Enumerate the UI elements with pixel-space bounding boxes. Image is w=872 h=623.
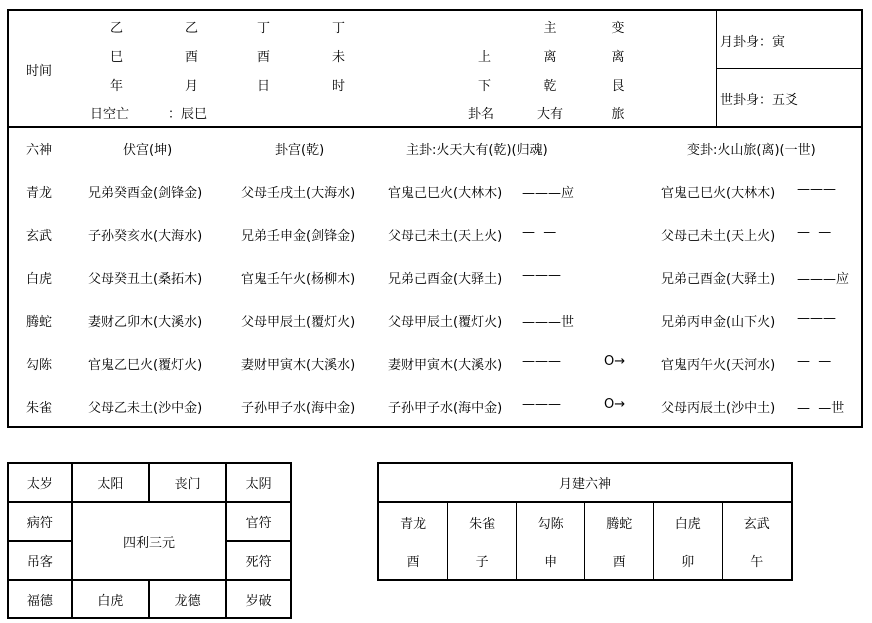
change-gua-lower: 艮 bbox=[611, 79, 625, 94]
row-liushen: 青龙 bbox=[26, 186, 53, 201]
pillar-char: 乙 bbox=[110, 21, 124, 36]
row-guagong: 妻财甲寅木(大溪水) bbox=[241, 358, 356, 373]
row-change-yao: 父母己未土(天上火) bbox=[661, 229, 776, 244]
month-gods-table bbox=[377, 462, 793, 581]
gua-label-name: 卦名 bbox=[468, 107, 495, 122]
row-fugong: 父母乙未土(沙中金) bbox=[88, 401, 203, 416]
row-move-mark: O→ bbox=[604, 397, 626, 412]
god-cell: 岁破 bbox=[226, 580, 291, 618]
row-guagong: 父母甲辰土(覆灯火) bbox=[241, 315, 356, 330]
row-liushen: 朱雀 bbox=[26, 401, 53, 416]
main-gua-lower: 乾 bbox=[543, 79, 557, 94]
month-zhi-cell: 酉 bbox=[585, 541, 654, 580]
row-change-line: — —世 bbox=[797, 401, 845, 416]
row-main-line: ———应 bbox=[522, 186, 575, 201]
pillar-char: 丁 bbox=[332, 21, 346, 36]
god-cell: 太岁 bbox=[8, 463, 72, 502]
row-fugong: 官鬼乙巳火(覆灯火) bbox=[88, 358, 203, 373]
month-shen-cell: 腾蛇 bbox=[585, 502, 654, 541]
month-zhi-cell: 酉 bbox=[378, 541, 448, 580]
main-gua-name: 大有 bbox=[536, 107, 563, 122]
row-change-line: — — bbox=[797, 354, 832, 369]
row-change-line: — — bbox=[797, 225, 832, 240]
row-fugong: 妻财乙卯木(大溪水) bbox=[88, 315, 203, 330]
main-gua-head: 主 bbox=[543, 21, 557, 36]
row-liushen: 勾陈 bbox=[26, 358, 53, 373]
month-shen-cell: 白虎 bbox=[654, 502, 723, 541]
row-main-line: ——— bbox=[522, 354, 561, 369]
col-main: 主卦:火天大有(乾)(归魂) bbox=[406, 143, 548, 158]
pillar-char: 酉 bbox=[257, 50, 271, 65]
pillar-char: 年 bbox=[110, 79, 124, 94]
row-fugong: 兄弟癸酉金(剑锋金) bbox=[88, 186, 203, 201]
row-change-yao: 兄弟己酉金(大驿土) bbox=[661, 272, 776, 287]
row-main-line: ——— bbox=[522, 268, 561, 283]
row-change-yao: 官鬼丙午火(天河水) bbox=[661, 358, 776, 373]
col-fugong: 伏宫(坤) bbox=[123, 143, 173, 158]
month-shen-cell: 玄武 bbox=[722, 502, 792, 541]
row-main-yao: 子孙甲子水(海中金) bbox=[388, 401, 503, 416]
row-guagong: 子孙甲子水(海中金) bbox=[241, 401, 356, 416]
month-body: 月卦身：寅 bbox=[720, 35, 786, 50]
row-guagong: 父母壬戌土(大海水) bbox=[241, 186, 356, 201]
row-main-line: — — bbox=[522, 225, 557, 240]
col-change: 变卦:火山旅(离)(一世) bbox=[687, 143, 816, 158]
world-body: 世卦身：五爻 bbox=[720, 93, 799, 108]
pillar-char: 月 bbox=[185, 79, 199, 94]
row-main-yao: 官鬼己巳火(大林木) bbox=[388, 186, 503, 201]
main-gua-upper: 离 bbox=[543, 50, 557, 65]
row-main-line: ———世 bbox=[522, 315, 575, 330]
body-box-hdivider bbox=[716, 68, 862, 69]
change-gua-head: 变 bbox=[611, 21, 625, 36]
row-change-yao: 官鬼己巳火(大林木) bbox=[661, 186, 776, 201]
header-divider bbox=[7, 126, 863, 128]
pillar-char: 日 bbox=[257, 79, 271, 94]
month-zhi-cell: 卯 bbox=[654, 541, 723, 580]
month-zhi-cell: 午 bbox=[722, 541, 792, 580]
col-liushen: 六神 bbox=[26, 143, 53, 158]
god-cell: 病符 bbox=[8, 502, 72, 541]
month-shen-cell: 勾陈 bbox=[516, 502, 585, 541]
row-liushen: 白虎 bbox=[26, 272, 53, 287]
pillar-char: 未 bbox=[332, 50, 346, 65]
row-guagong: 官鬼壬午火(杨柳木) bbox=[241, 272, 356, 287]
change-gua-name: 旅 bbox=[611, 107, 625, 122]
god-cell: 龙德 bbox=[149, 580, 226, 618]
god-cell: 白虎 bbox=[72, 580, 149, 618]
god-cell: 死符 bbox=[226, 541, 291, 580]
row-main-line: ——— bbox=[522, 397, 561, 412]
god-center: 四利三元 bbox=[72, 502, 227, 580]
kong-value: ：辰巳 bbox=[168, 107, 208, 122]
gua-label-xia: 下 bbox=[478, 79, 492, 94]
row-change-yao: 兄弟丙申金(山下火) bbox=[661, 315, 776, 330]
pillar-char: 时 bbox=[332, 79, 346, 94]
pillar-char: 乙 bbox=[185, 21, 199, 36]
month-zhi-cell: 子 bbox=[448, 541, 517, 580]
row-main-yao: 父母己未土(天上火) bbox=[388, 229, 503, 244]
row-move-mark: O→ bbox=[604, 354, 626, 369]
god-cell: 福德 bbox=[8, 580, 72, 618]
row-liushen: 玄武 bbox=[26, 229, 53, 244]
month-gods-title: 月建六神 bbox=[378, 463, 792, 502]
kong-label: 日空亡 bbox=[90, 107, 130, 122]
god-cell: 丧门 bbox=[149, 463, 226, 502]
month-shen-cell: 朱雀 bbox=[448, 502, 517, 541]
god-cell: 官符 bbox=[226, 502, 291, 541]
row-main-yao: 妻财甲寅木(大溪水) bbox=[388, 358, 503, 373]
col-guagong: 卦宫(乾) bbox=[275, 143, 325, 158]
gua-label-shang: 上 bbox=[478, 50, 492, 65]
pillar-char: 巳 bbox=[110, 50, 124, 65]
god-cell: 吊客 bbox=[8, 541, 72, 580]
gods-table bbox=[7, 462, 292, 619]
row-fugong: 父母癸丑土(桑拓木) bbox=[88, 272, 203, 287]
row-change-line: ———应 bbox=[797, 272, 850, 287]
month-zhi-cell: 申 bbox=[516, 541, 585, 580]
row-liushen: 腾蛇 bbox=[26, 315, 53, 330]
god-cell: 太阴 bbox=[226, 463, 291, 502]
row-main-yao: 兄弟己酉金(大驿土) bbox=[388, 272, 503, 287]
pillar-char: 酉 bbox=[185, 50, 199, 65]
row-fugong: 子孙癸亥水(大海水) bbox=[88, 229, 203, 244]
row-change-line: ——— bbox=[797, 311, 836, 326]
month-shen-cell: 青龙 bbox=[378, 502, 448, 541]
row-guagong: 兄弟壬申金(剑锋金) bbox=[241, 229, 356, 244]
row-main-yao: 父母甲辰土(覆灯火) bbox=[388, 315, 503, 330]
pillar-char: 丁 bbox=[257, 21, 271, 36]
row-change-yao: 父母丙辰土(沙中土) bbox=[661, 401, 776, 416]
god-cell: 太阳 bbox=[72, 463, 149, 502]
change-gua-upper: 离 bbox=[611, 50, 625, 65]
time-label: 时间 bbox=[26, 64, 53, 79]
row-change-line: ——— bbox=[797, 182, 836, 197]
